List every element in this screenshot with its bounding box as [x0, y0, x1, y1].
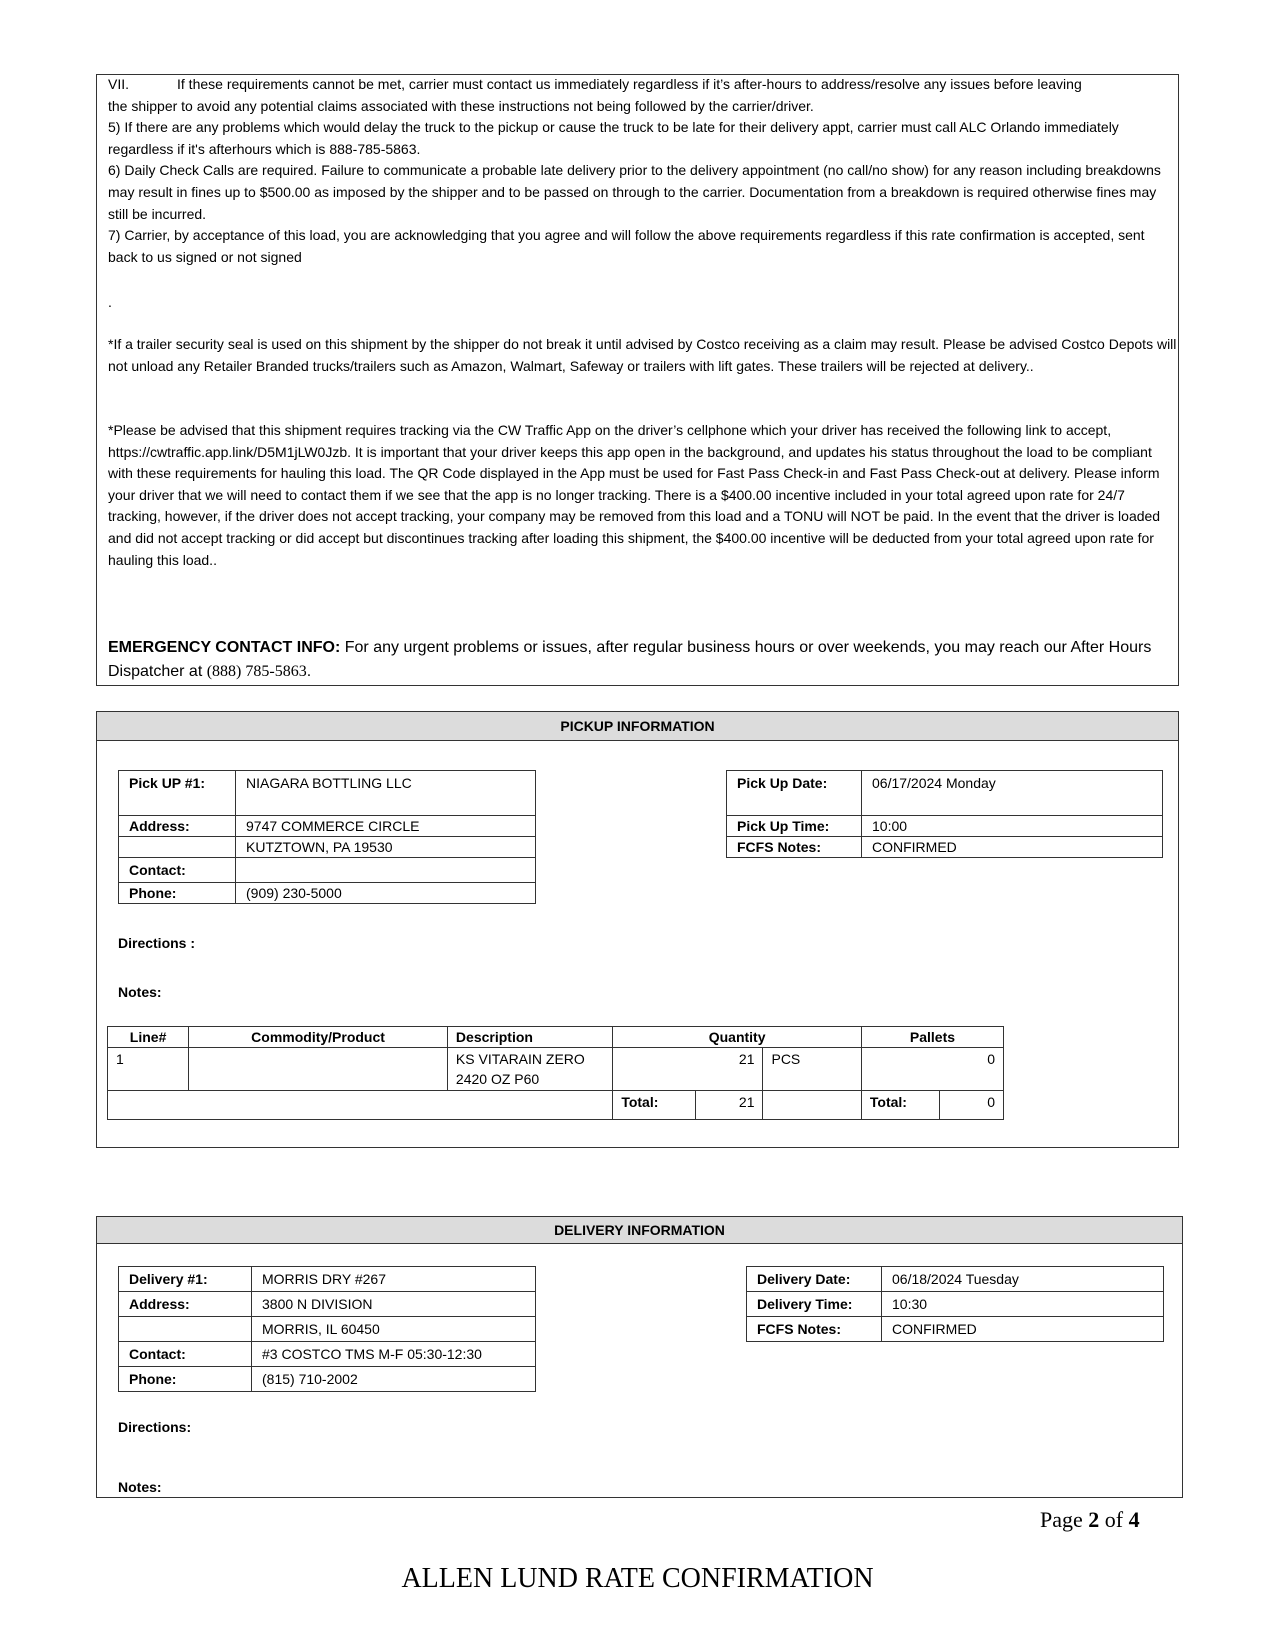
delivery-address2-label [119, 1317, 252, 1342]
items-pallets-total: 0 [940, 1091, 1004, 1120]
items-total-row [108, 1091, 1004, 1120]
pickup-time-label: Pick Up Time: [727, 816, 862, 837]
pickup-address-line1: 9747 COMMERCE CIRCLE [236, 816, 536, 837]
delivery-name-label: Delivery #1: [119, 1267, 252, 1292]
pickup-address-row [119, 816, 536, 837]
item-description [447, 1048, 612, 1091]
pickup-contact-value [236, 858, 536, 883]
pickup-fcfs-label: FCFS Notes: [727, 837, 862, 858]
page-number-of: of [1099, 1507, 1129, 1532]
items-unit-total [763, 1091, 861, 1120]
delivery-time-row [747, 1292, 1164, 1317]
delivery-date-label: Delivery Date: [747, 1267, 882, 1292]
items-header-commodity: Commodity/Product [189, 1027, 448, 1048]
page-number-current: 2 [1088, 1507, 1100, 1532]
pickup-time-row [727, 816, 1163, 837]
delivery-phone-value: (815) 710-2002 [252, 1367, 536, 1392]
delivery-name-row [119, 1267, 536, 1292]
requirement-vii-text: If these requirements cannot be met, carrier must contact us immediately regardless if it’s after-hours to address/resolve any issues before leaving [177, 76, 1082, 92]
item-line: 1 [108, 1048, 189, 1091]
pickup-date-row [727, 771, 1163, 816]
requirements-text [108, 74, 1178, 268]
page-number-prefix: Page [1040, 1507, 1089, 1532]
pickup-address-label: Address: [119, 816, 236, 837]
pickup-address2-row [119, 837, 536, 858]
pickup-location-table [118, 770, 536, 904]
delivery-phone-row [119, 1367, 536, 1392]
delivery-contact-row [119, 1342, 536, 1367]
delivery-time-value: 10:30 [882, 1292, 1164, 1317]
items-header-line: Line# [108, 1027, 189, 1048]
delivery-fcfs-value: CONFIRMED [882, 1317, 1164, 1342]
pickup-fcfs-row [727, 837, 1163, 858]
emergency-phone: (888) 785-5863 [206, 663, 307, 680]
page-number [1040, 1507, 1140, 1533]
delivery-address-label: Address: [119, 1292, 252, 1317]
seal-note: *If a trailer security seal is used on this shipment by the shipper do not break it until advised by Costco receiving as a claim may result. Please be advised Costco Depots will not unload any Retailer Branded trucks/trailers such as Amazon, Walmart, Safeway or trailers with lift gates. These trailers will be rejected at delivery.. [108, 336, 1177, 374]
pickup-contact-row [119, 858, 536, 883]
delivery-time-label: Delivery Time: [747, 1292, 882, 1317]
pickup-phone-label: Phone: [119, 883, 236, 904]
requirement-vii-cont: the shipper to avoid any potential claims associated with these instructions not being followed by the carrier/driver. [108, 97, 814, 114]
item-pallets: 0 [861, 1048, 1003, 1091]
item-quantity: 21 [613, 1048, 763, 1091]
pickup-contact-label: Contact: [119, 858, 236, 883]
delivery-schedule-table [746, 1266, 1164, 1342]
items-header-row [108, 1027, 1004, 1048]
items-total-blank [108, 1091, 613, 1120]
pickup-address-line2: KUTZTOWN, PA 19530 [236, 837, 536, 858]
delivery-notes-label: Notes: [118, 1479, 162, 1495]
pickup-time-value: 10:00 [862, 816, 1163, 837]
delivery-contact-label: Contact: [119, 1342, 252, 1367]
pickup-address2-label [119, 837, 236, 858]
pickup-name-label: Pick UP #1: [119, 771, 236, 816]
requirement-vii [108, 74, 1178, 96]
pickup-header: PICKUP INFORMATION [97, 712, 1178, 741]
separator-dot: . [108, 294, 112, 310]
document-title: ALLEN LUND RATE CONFIRMATION [401, 1563, 874, 1594]
items-header-pallets: Pallets [861, 1027, 1003, 1048]
items-pallets-total-label: Total: [861, 1091, 939, 1120]
delivery-address2-row [119, 1317, 536, 1342]
item-description-line2: 2420 OZ P60 [455, 1071, 540, 1087]
item-description-line1: KS VITARAIN ZERO [455, 1051, 585, 1067]
items-qty-total: 21 [695, 1091, 763, 1120]
delivery-name-value: MORRIS DRY #267 [252, 1267, 536, 1292]
delivery-address-line1: 3800 N DIVISION [252, 1292, 536, 1317]
requirement-5: 5) If there are any problems which would delay the truck to the pickup or cause the truck to be late for their delivery appt, carrier must call ALC Orlando immediately regardless if it's afterhours which is 888-785-5863. [108, 119, 1119, 157]
pickup-fcfs-value: CONFIRMED [862, 837, 1163, 858]
delivery-fcfs-row [747, 1317, 1164, 1342]
tracking-note: *Please be advised that this shipment requires tracking via the CW Traffic App on the driver’s cellphone which your driver has received the following link to accept, https://cwtraffic.app.link/D5M1jLW0Jzb. It is important that your driver keeps this app open in the background, and updates his status throughout the load to be compliant with these requirements for hauling this load. The QR Code displayed in the App must be used for Fast Pass Check-in and Fast Pass Check-out at delivery. Please inform your driver that we will need to contact them if we see that the app is no longer tracking. There is a $400.00 incentive included in your total agreed upon rate for 24/7 tracking, however, if the driver does not accept tracking, your company may be removed from this load and a TONU will NOT be paid. In the event that the driver is loaded and did not accept tracking or did accept but discontinues tracking after loading this shipment, the $400.00 incentive will be deducted from your total agreed upon rate for hauling this load.. [108, 422, 1161, 568]
item-commodity [189, 1048, 448, 1091]
pickup-directions-label: Directions : [118, 935, 196, 951]
items-header-quantity: Quantity [613, 1027, 862, 1048]
delivery-phone-label: Phone: [119, 1367, 252, 1392]
table-row [108, 1048, 1004, 1091]
pickup-phone-row [119, 883, 536, 904]
items-qty-total-label: Total: [613, 1091, 695, 1120]
requirement-vii-number: VII. [108, 76, 130, 92]
pickup-name-value: NIAGARA BOTTLING LLC [236, 771, 536, 816]
delivery-address-line2: MORRIS, IL 60450 [252, 1317, 536, 1342]
pickup-phone-value: (909) 230-5000 [236, 883, 536, 904]
page-number-total: 4 [1128, 1507, 1140, 1532]
requirement-7: 7) Carrier, by acceptance of this load, you are acknowledging that you agree and will follow the above requirements regardless if this rate confirmation is accepted, sent back to us signed or not signed [108, 227, 1145, 265]
pickup-date-label: Pick Up Date: [727, 771, 862, 816]
emergency-text: For any urgent problems or issues, after regular business hours or over weekends, you may reach our After Hours Dispatcher at [108, 639, 1152, 680]
delivery-contact-value: #3 COSTCO TMS M-F 05:30-12:30 [252, 1342, 536, 1367]
requirement-6: 6) Daily Check Calls are required. Failure to communicate a probable late delivery prior to the delivery appointment (no call/no show) for any reason including breakdowns may result in fines up to $500.00 as imposed by the shipper and to be passed on through to the carrier. Documentation from a breakdown is required otherwise fines may still be incurred. [108, 162, 1161, 222]
delivery-date-row [747, 1267, 1164, 1292]
delivery-fcfs-label: FCFS Notes: [747, 1317, 882, 1342]
pickup-schedule-table [726, 770, 1163, 858]
pickup-items-table [107, 1026, 1004, 1120]
emergency-period: . [306, 663, 312, 680]
items-header-description: Description [447, 1027, 612, 1048]
delivery-directions-label: Directions: [118, 1419, 192, 1435]
pickup-name-row [119, 771, 536, 816]
emergency-contact [108, 636, 1168, 684]
delivery-date-value: 06/18/2024 Tuesday [882, 1267, 1164, 1292]
delivery-header: DELIVERY INFORMATION [97, 1217, 1182, 1244]
delivery-location-table [118, 1266, 536, 1392]
pickup-date-value: 06/17/2024 Monday [862, 771, 1163, 816]
emergency-label: EMERGENCY CONTACT INFO: [108, 639, 341, 656]
delivery-address-row [119, 1292, 536, 1317]
item-unit: PCS [763, 1048, 861, 1091]
pickup-notes-label: Notes: [118, 984, 162, 1000]
